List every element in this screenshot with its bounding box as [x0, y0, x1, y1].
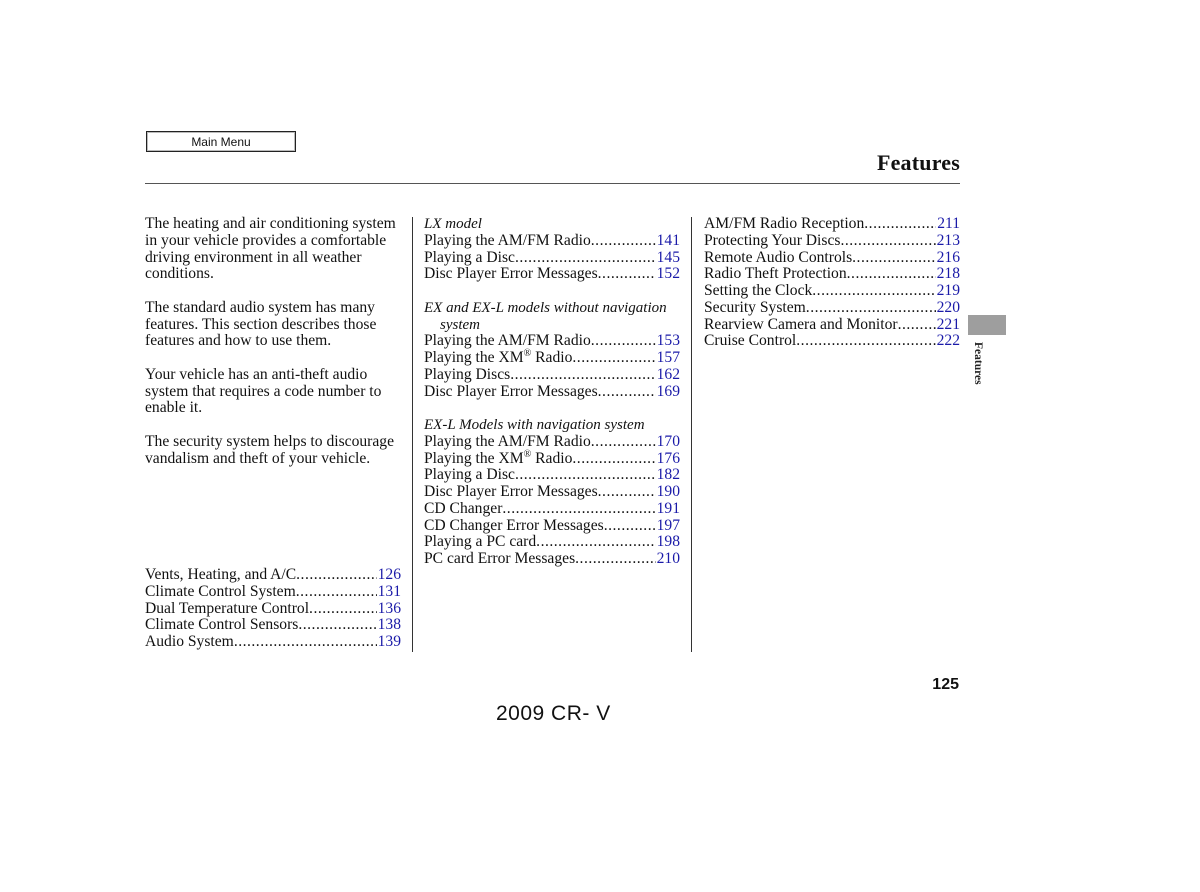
toc-page-link[interactable]: 157	[656, 349, 680, 366]
toc-page-link[interactable]: 138	[377, 616, 401, 634]
toc-entry-title: AM/FM Radio Reception	[704, 215, 865, 232]
toc-page-link[interactable]: 218	[936, 265, 960, 283]
toc-page-link[interactable]: 182	[656, 466, 680, 484]
toc-entry-title: Remote Audio Controls	[704, 248, 853, 266]
intro-paragraph: The standard audio system has many features. This section describes those features and how to use them.	[145, 298, 377, 350]
toc-entry-title: Security System	[704, 298, 806, 316]
toc-page-link[interactable]: 136	[377, 599, 401, 617]
toc-entry-title: Protecting Your Discs	[704, 231, 841, 249]
toc-page-link[interactable]: 198	[656, 533, 680, 551]
intro-paragraph: Your vehicle has an anti-theft audio system that requires a code number to enable it.	[145, 365, 382, 417]
main-menu-button[interactable]: Main Menu	[146, 131, 296, 152]
toc-entry[interactable]	[145, 584, 401, 601]
toc-entry-title: Audio System	[145, 633, 234, 650]
toc-entry[interactable]	[145, 634, 401, 651]
toc-entry-title: Disc Player Error Messages	[424, 265, 598, 283]
toc-entry-title: Playing a PC card	[424, 533, 537, 551]
toc-entry[interactable]	[424, 518, 680, 535]
section-tab-marker	[968, 315, 1006, 335]
section-side-label: Features	[972, 342, 984, 385]
toc-entry[interactable]	[704, 317, 960, 334]
toc-entry[interactable]	[424, 367, 680, 384]
toc-entry-title: Playing the AM/FM Radio	[424, 231, 591, 249]
toc-page-link[interactable]: 210	[656, 550, 680, 567]
toc-column-audio-models	[424, 216, 680, 568]
toc-entry-title: Climate Control Sensors	[145, 616, 299, 634]
column-divider-2	[691, 217, 692, 652]
toc-entry[interactable]	[704, 266, 960, 283]
toc-entry[interactable]	[704, 250, 960, 267]
toc-page-link[interactable]: 190	[656, 483, 680, 500]
header-divider	[145, 183, 960, 184]
toc-page-link[interactable]: 221	[936, 315, 960, 333]
toc-entry[interactable]	[424, 501, 680, 518]
toc-entry-title: Playing Discs	[424, 365, 511, 383]
toc-entry[interactable]	[704, 216, 960, 233]
toc-group-heading: EX and EX-L models without navigation	[424, 299, 667, 316]
toc-page-link[interactable]: 162	[656, 365, 680, 383]
toc-entry[interactable]	[424, 250, 680, 267]
toc-page-link[interactable]: 141	[656, 231, 680, 249]
toc-page-link[interactable]: 153	[656, 332, 680, 350]
intro-column	[145, 216, 403, 484]
toc-entry[interactable]	[424, 233, 680, 250]
toc-column-general	[704, 216, 960, 350]
toc-entry-title: CD Changer Error Messages	[424, 516, 604, 534]
toc-group-heading: system	[440, 316, 480, 333]
toc-page-link[interactable]: 222	[936, 332, 960, 350]
toc-entry[interactable]	[424, 534, 680, 551]
toc-list-climate	[145, 567, 401, 651]
toc-entry-title: PC card Error Messages	[424, 550, 576, 567]
intro-paragraph: The security system helps to discourage vandalism and theft of your vehicle.	[145, 432, 395, 467]
toc-entry-title: Playing the XM® Radio	[424, 347, 573, 366]
toc-entry[interactable]	[424, 347, 680, 367]
toc-entry-title: Playing the AM/FM Radio	[424, 432, 591, 450]
toc-group-heading: LX model	[424, 216, 482, 232]
toc-entry-title: Playing a Disc	[424, 248, 515, 266]
toc-entry[interactable]	[704, 300, 960, 317]
toc-entry-title: CD Changer	[424, 499, 503, 517]
toc-entry[interactable]	[424, 551, 680, 568]
toc-entry-title: Playing the XM® Radio	[424, 448, 573, 467]
toc-entry-title: Radio Theft Protection	[704, 265, 847, 283]
toc-entry[interactable]	[145, 617, 401, 634]
toc-entry[interactable]	[424, 266, 680, 283]
toc-page-link[interactable]: 126	[377, 566, 401, 583]
toc-entry-title: Climate Control System	[145, 582, 296, 600]
toc-entry-title: Setting the Clock	[704, 282, 813, 299]
toc-page-link[interactable]: 131	[377, 582, 401, 600]
toc-entry-title: Vents, Heating, and A/C	[145, 566, 297, 583]
toc-page-link[interactable]: 176	[656, 449, 680, 467]
toc-entry-title: Disc Player Error Messages	[424, 382, 598, 400]
toc-page-link[interactable]: 169	[656, 382, 680, 400]
page-title: Features	[876, 150, 960, 175]
toc-entry[interactable]	[424, 467, 680, 484]
toc-entry[interactable]	[424, 384, 680, 401]
toc-page-link[interactable]: 213	[936, 231, 960, 249]
toc-page-link[interactable]: 139	[377, 633, 401, 650]
toc-page-link[interactable]: 145	[656, 248, 680, 266]
page-number: 125	[932, 676, 959, 693]
toc-entry-title: Playing the AM/FM Radio	[424, 332, 591, 350]
toc-entry[interactable]	[145, 567, 401, 584]
toc-entry[interactable]	[704, 283, 960, 300]
toc-entry[interactable]	[424, 484, 680, 501]
toc-page-link[interactable]: 170	[656, 432, 680, 450]
toc-entry[interactable]	[424, 448, 680, 468]
toc-entry[interactable]	[424, 434, 680, 451]
toc-entry-title: Cruise Control	[704, 332, 797, 350]
toc-page-link[interactable]: 197	[656, 516, 680, 534]
toc-page-link[interactable]: 211	[937, 215, 960, 232]
toc-page-link[interactable]: 220	[936, 298, 960, 316]
toc-page-link[interactable]: 191	[656, 499, 680, 517]
intro-paragraph: The heating and air conditioning system in your vehicle provides a comfortable driving environment in all weather conditions.	[145, 215, 396, 283]
toc-entry[interactable]	[424, 333, 680, 350]
toc-entry-title: Playing a Disc	[424, 466, 515, 484]
toc-page-link[interactable]: 216	[936, 248, 960, 266]
toc-entry-title: Rearview Camera and Monitor	[704, 315, 898, 333]
toc-page-link[interactable]: 219	[936, 282, 960, 299]
toc-entry-title: Dual Temperature Control	[145, 599, 310, 617]
toc-page-link[interactable]: 152	[656, 265, 680, 283]
column-divider-1	[412, 217, 413, 652]
toc-entry[interactable]	[704, 333, 960, 350]
toc-entry[interactable]	[145, 601, 401, 618]
toc-entry-title: Disc Player Error Messages	[424, 483, 598, 500]
footer-model-name: 2009 CR- V	[496, 702, 611, 725]
toc-group-heading: EX-L Models with navigation system	[424, 417, 645, 433]
toc-entry[interactable]	[704, 233, 960, 250]
